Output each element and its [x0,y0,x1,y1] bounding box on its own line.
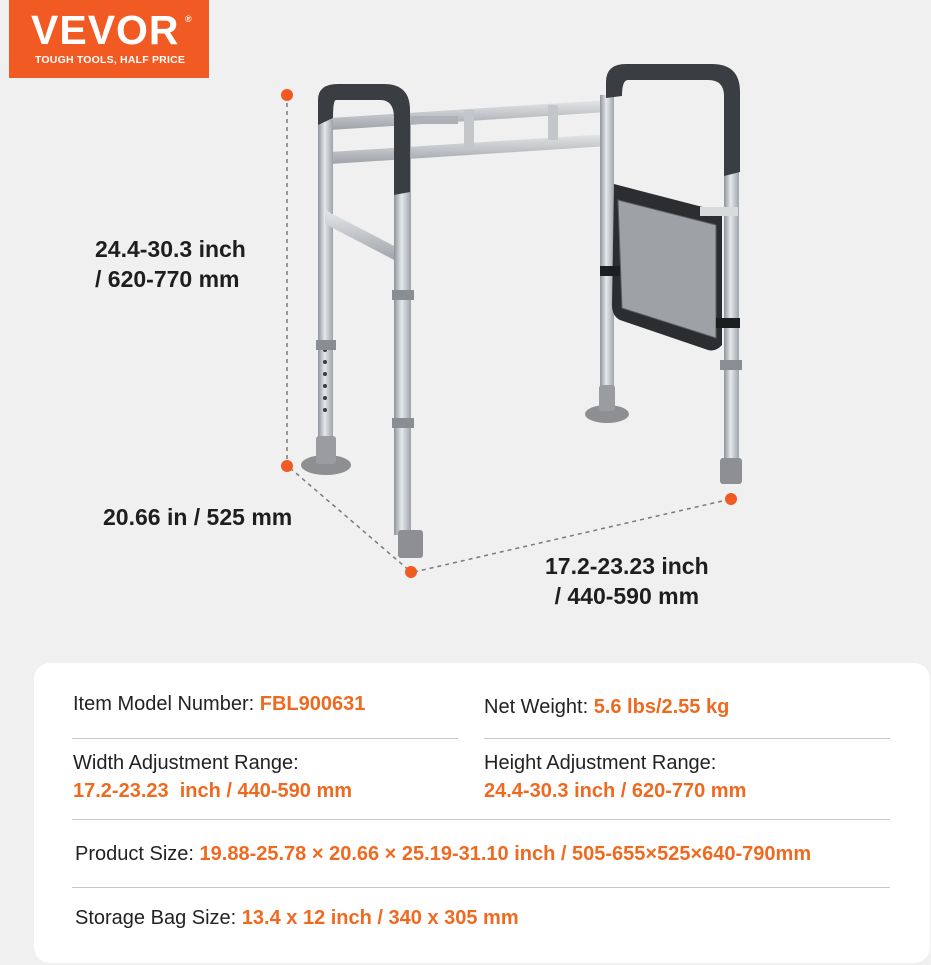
spec-product-size-value: 19.88-25.78 × 20.66 × 25.19-31.10 inch / 505-655×525×640-790mm [199,843,812,865]
storage-bag [600,184,740,350]
spec-model-label: Item Model Number: [73,693,260,715]
depth-dimension-label: 20.66 in / 525 mm [103,504,293,530]
spec-model-value: FBL900631 [259,693,366,715]
height-dimension-label [95,234,246,294]
brand-tagline: TOUGH TOOLS, HALF PRICE [35,54,186,66]
spec-bag-size-label: Storage Bag Size: [75,907,242,929]
spec-width-range-value: 17.2-23.23 inch / 440-590 mm [73,780,353,802]
back-rails [330,100,608,164]
spec-height-range-value: 24.4-30.3 inch / 620-770 mm [484,780,747,802]
spec-product-size [75,840,811,868]
width-dimension-label [545,551,709,611]
back-right-leg [600,95,614,395]
spec-bag-size-value: 13.4 x 12 inch / 340 x 305 mm [241,907,519,929]
divider [484,738,890,739]
divider [72,738,458,739]
spec-model [73,690,365,718]
height-dimension-line2: / 620-770 mm [95,266,240,292]
spec-height-range-label: Height Adjustment Range: [484,752,717,774]
height-dimension-line1: 24.4-30.3 inch [95,236,246,262]
width-dimension-line1: 17.2-23.23 inch [545,553,709,579]
spec-weight-value: 5.6 lbs/2.55 kg [593,696,730,718]
spec-weight [484,693,729,721]
brand-name: VEVOR [31,7,180,53]
spec-product-size-label: Product Size: [75,843,200,865]
divider [72,819,890,820]
registered-mark: ® [185,14,192,24]
spec-width-range [73,749,352,805]
divider [72,887,890,888]
spec-weight-label: Net Weight: [484,696,594,718]
width-dimension-line2: / 440-590 mm [554,583,700,609]
spec-bag-size [75,904,519,932]
spec-height-range [484,749,746,805]
spec-width-range-label: Width Adjustment Range: [73,752,299,774]
specs-card [34,663,930,963]
